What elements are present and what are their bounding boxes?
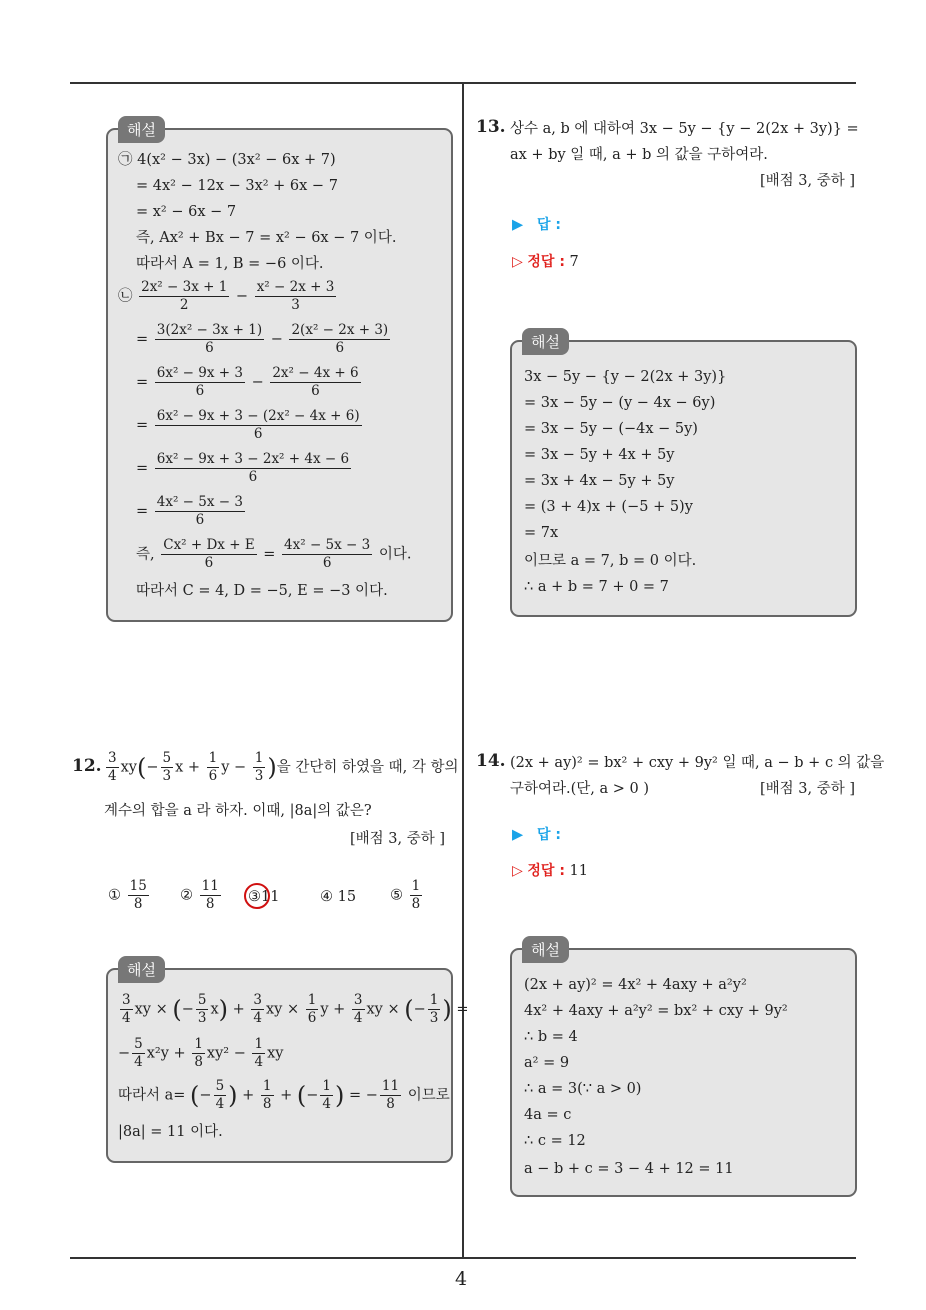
option-5[interactable]: ⑤ $\frac{1}{8}$ [390,878,421,912]
solution-line: ∴ a + b = 7 + 0 = 7 [524,579,669,595]
question-text: $\frac{3}{4}$ xy(− $\frac{5}{3}$ x + $\frac{1}{6}$ y − $\frac{1}{3}$ )을 간단히 하였을 때, 각 항의 [108,750,459,784]
option-4[interactable]: ④ 15 [320,889,357,905]
question-number: 12. [72,756,102,776]
page-number: 4 [455,1268,468,1290]
solution-line: ∴ c = 12 [524,1133,586,1149]
answer-row[interactable]: ▶ 답 : [512,217,561,233]
solution-line: = $\frac{\text{3(2x² − 3x + 1)}}{6}$ − $\frac{\text{2(x² − 2x + 3)}}{6}$ [136,322,389,356]
fraction: $\frac{\text{2x² − 4x + 6}}{6}$ [272,365,359,399]
circled-label: ㉡ [118,288,133,305]
solution-line: a² = 9 [524,1055,570,1071]
question-number: 14. [476,751,506,771]
solution-line: 즉, $\frac{\text{Cx² + Dx + E}}{6}$ = $\frac{\text{4x² − 5x − 3}}{6}$ 이다. [136,537,412,571]
fraction: $\frac{\text{Cx² + Dx + E}}{6}$ [163,537,255,571]
play-arrow-icon: ▶ [512,217,524,233]
solution-line: a − b + c = 3 − 4 + 12 = 11 [524,1161,734,1177]
solution-line: = 7x [524,525,559,541]
solution-line: |8a| = 11 이다. [118,1124,223,1140]
solution-line: $\frac{3}{4}$ xy × (− $\frac{5}{3}$ x) + $\frac{3}{4}$ xy × $\frac{1}{6}$ y + $\frac{3}{4}$ xy × (− $\frac{1}{3}$ ) = [122,992,469,1026]
fraction: $\frac{\text{4x² − 5x − 3}}{6}$ [284,537,371,571]
solution-line: = 3x − 5y − (y − 4x − 6y) [524,395,716,411]
solution-line: 따라서 A = 1, B = −6 이다. [136,256,324,272]
answer-row[interactable]: ▶ 답 : [512,827,561,843]
fraction: $\frac{\text{4x² − 5x − 3}}{6}$ [156,494,243,528]
solution-line: = $\frac{\text{6x² − 9x + 3}}{6}$ − $\frac{\text{2x² − 4x + 6}}{6}$ [136,365,359,399]
solution-line: ∴ b = 4 [524,1029,578,1045]
question-number: 13. [476,117,506,137]
solution-tag: 해설 [522,328,569,355]
question-text: 상수 a, b 에 대하여 3x − 5y − {y − 2(2x + 3y)} = [510,121,859,137]
question-text: 구하여라.(단, a > 0 ) [510,781,650,797]
fraction: $\frac{\text{2(x² − 2x + 3)}}{6}$ [291,322,389,356]
correct-answer-row: ▷ 정답 : 11 [512,863,588,879]
fraction: $\frac{\text{6x² − 9x + 3 − (2x² − 4x + 6)}}{6}$ [156,408,360,442]
solution-line: 따라서 a= (− $\frac{5}{4}$ ) + $\frac{1}{8}$ + (− $\frac{1}{4}$ ) = − $\frac{11}{8}$ 이므로 [118,1078,450,1112]
solution-line: = 3x + 4x − 5y + 5y [524,473,675,489]
solution-line: = x² − 6x − 7 [136,204,237,220]
solution-line: = $\frac{\text{6x² − 9x + 3 − 2x² + 4x − 6}}{6}$ [136,451,350,485]
question-text: ax + by 일 때, a + b 의 값을 구하여라. [510,147,768,163]
solution-line: = $\frac{\text{4x² − 5x − 3}}{6}$ [136,494,243,528]
option-3[interactable]: ③11 [248,889,280,905]
fraction: $\frac{\text{3(2x² − 3x + 1)}}{6}$ [156,322,263,356]
question-text: (2x + ay)² = bx² + cxy + 9y² 일 때, a − b + c 의 값을 [510,755,885,771]
solution-line: − $\frac{5}{4}$ x²y + $\frac{1}{8}$ xy² − $\frac{1}{4}$ xy [118,1036,284,1070]
solution-line: 3x − 5y − {y − 2(2x + 3y)} [524,369,727,385]
solution-line: 이므로 a = 7, b = 0 이다. [524,553,697,569]
question-text: 계수의 합을 a 라 하자. 이때, |8a|의 값은? [104,803,372,819]
solution-tag: 해설 [118,116,165,143]
solution-line: = 4x² − 12x − 3x² + 6x − 7 [136,178,338,194]
option-2[interactable]: ② $\frac{11}{8}$ [180,878,219,912]
fraction: $\frac{\text{x² − 2x + 3}}{3}$ [256,279,335,313]
fraction: $\frac{1}{3}$ [254,750,264,784]
fraction: $\frac{\text{6x² − 9x + 3 − 2x² + 4x − 6}}{6}$ [156,451,350,485]
play-arrow-icon: ▶ [512,827,524,843]
solution-line: ∴ a = 3(∵ a > 0) [524,1081,642,1097]
solution-line: 즉, Ax² + Bx − 7 = x² − 6x − 7 이다. [136,230,397,246]
solution-tag: 해설 [118,956,165,983]
column-divider [462,84,464,1258]
solution-line: 따라서 C = 4, D = −5, E = −3 이다. [136,583,388,599]
bottom-rule [70,1257,856,1259]
solution-line: (2x + ay)² = 4x² + 4axy + a²y² [524,977,747,993]
solution-line: 4x² + 4axy + a²y² = bx² + cxy + 9y² [524,1003,788,1019]
correct-answer-row: ▷ 정답 : 7 [512,254,579,270]
fraction: $\frac{1}{6}$ [208,750,218,784]
solution-line: ㉡ $\frac{\text{2x² − 3x + 1}}{2}$ − $\frac{\text{x² − 2x + 3}}{3}$ [118,279,335,313]
solution-line: = 3x − 5y − (−4x − 5y) [524,421,698,437]
fraction: $\frac{\text{2x² − 3x + 1}}{2}$ [141,279,228,313]
solution-line: 4a = c [524,1107,572,1123]
fraction: $\frac{\text{6x² − 9x + 3}}{6}$ [156,365,243,399]
solution-line: = 3x − 5y + 4x + 5y [524,447,675,463]
answer-circle-mark [244,883,270,909]
score-label: [배점 3, 중하 ] [350,831,446,847]
fraction: $\frac{3}{4}$ [108,750,117,784]
option-1[interactable]: ① $\frac{15}{8}$ [108,878,147,912]
score-label: [배점 3, 중하 ] [760,173,856,189]
fraction: $\frac{5}{3}$ [162,750,172,784]
solution-line: = $\frac{\text{6x² − 9x + 3 − (2x² − 4x + 6)}}{6}$ [136,408,360,442]
solution-line: = (3 + 4)x + (−5 + 5)y [524,499,693,515]
outline-arrow-icon: ▷ [512,863,523,879]
solution-line: ㉠ 4(x² − 3x) − (3x² − 6x + 7) [118,152,336,168]
solution-tag: 해설 [522,936,569,963]
outline-arrow-icon: ▷ [512,254,523,270]
score-label: [배점 3, 중하 ] [760,781,856,797]
